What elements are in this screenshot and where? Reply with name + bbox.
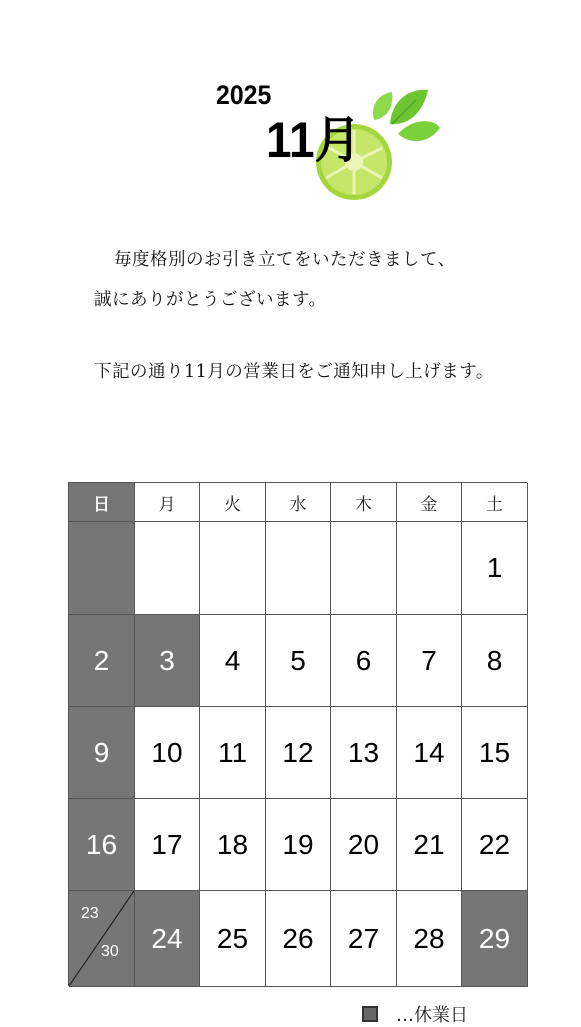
month-title: 11月 [266, 112, 361, 168]
day-number: 1 [486, 552, 503, 583]
day-number: 12 [282, 736, 314, 768]
weekday-header: 火 [200, 483, 266, 522]
weekday-header: 月 [135, 483, 200, 522]
day-cell [462, 799, 528, 891]
day-cell [266, 707, 331, 799]
day-cell [200, 522, 266, 615]
weekday-header: 木 [331, 483, 397, 522]
day-number: 22 [478, 828, 511, 860]
day-number: 15 [478, 736, 511, 768]
day-number: 19 [282, 828, 314, 860]
day-cell [266, 799, 331, 891]
day-cell [331, 615, 397, 707]
day-number: 25 [216, 922, 249, 954]
day-number: 30 [101, 943, 119, 960]
day-cell [397, 707, 462, 799]
weekday-header: 土 [462, 483, 528, 522]
day-cell-closed [462, 891, 528, 987]
day-cell [397, 615, 462, 707]
closed-day-swatch [362, 1006, 378, 1022]
day-cell [266, 891, 331, 987]
greeting-line-1: 毎度格別のお引き立てをいただきまして、 [114, 250, 456, 270]
legend-label: …休業日 [396, 1005, 468, 1026]
day-number: 16 [85, 828, 118, 860]
day-cell [200, 799, 266, 891]
day-cell [135, 522, 200, 615]
day-cell [135, 707, 200, 799]
day-number: 3 [159, 644, 175, 676]
day-number: 28 [413, 922, 445, 954]
day-cell-closed [69, 799, 135, 891]
day-cell [331, 799, 397, 891]
day-number: 17 [151, 828, 183, 860]
day-cell [331, 707, 397, 799]
day-number: 20 [347, 828, 380, 860]
day-number: 11 [217, 736, 248, 768]
day-number: 26 [282, 922, 314, 954]
legend [362, 1001, 468, 1027]
day-number: 7 [421, 644, 437, 676]
day-cell [200, 891, 266, 987]
day-cell-closed [135, 615, 200, 707]
day-cell [397, 799, 462, 891]
day-cell [331, 522, 397, 615]
greeting-line-3: 下記の通り11月の営業日をご通知申し上げます。 [94, 362, 494, 382]
day-cell [266, 522, 331, 615]
day-cell-closed [69, 522, 135, 615]
day-number: 18 [216, 828, 249, 860]
day-cell [462, 522, 528, 615]
day-cell [135, 799, 200, 891]
business-calendar [68, 482, 527, 986]
day-cell-closed [69, 615, 135, 707]
day-cell-split [69, 891, 135, 987]
day-number: 8 [486, 644, 503, 676]
day-cell [397, 891, 462, 987]
weekday-header: 日 [69, 483, 135, 522]
day-number: 4 [224, 644, 241, 676]
day-number: 5 [290, 644, 306, 676]
day-cell [462, 707, 528, 799]
greeting-line-2: 誠にありがとうございます。 [94, 290, 327, 310]
day-number: 24 [151, 922, 183, 954]
day-cell [397, 522, 462, 615]
day-cell-closed [69, 707, 135, 799]
day-number: 9 [93, 736, 110, 768]
day-cell [200, 707, 266, 799]
day-cell [200, 615, 266, 707]
day-cell [462, 615, 528, 707]
day-cell [331, 891, 397, 987]
diagonal-divider [69, 891, 134, 986]
day-number: 10 [151, 736, 183, 768]
day-number: 6 [355, 644, 372, 676]
weekday-header: 水 [266, 483, 331, 522]
day-cell-closed [135, 891, 200, 987]
day-number: 27 [347, 922, 380, 954]
day-number: 21 [413, 828, 445, 860]
day-number: 29 [478, 922, 511, 954]
year-label: 2025 [216, 80, 272, 110]
day-number: 23 [81, 905, 99, 922]
weekday-header: 金 [397, 483, 462, 522]
day-number: 13 [347, 736, 380, 768]
day-cell [266, 615, 331, 707]
day-number: 2 [93, 644, 110, 676]
day-number: 14 [413, 736, 445, 768]
